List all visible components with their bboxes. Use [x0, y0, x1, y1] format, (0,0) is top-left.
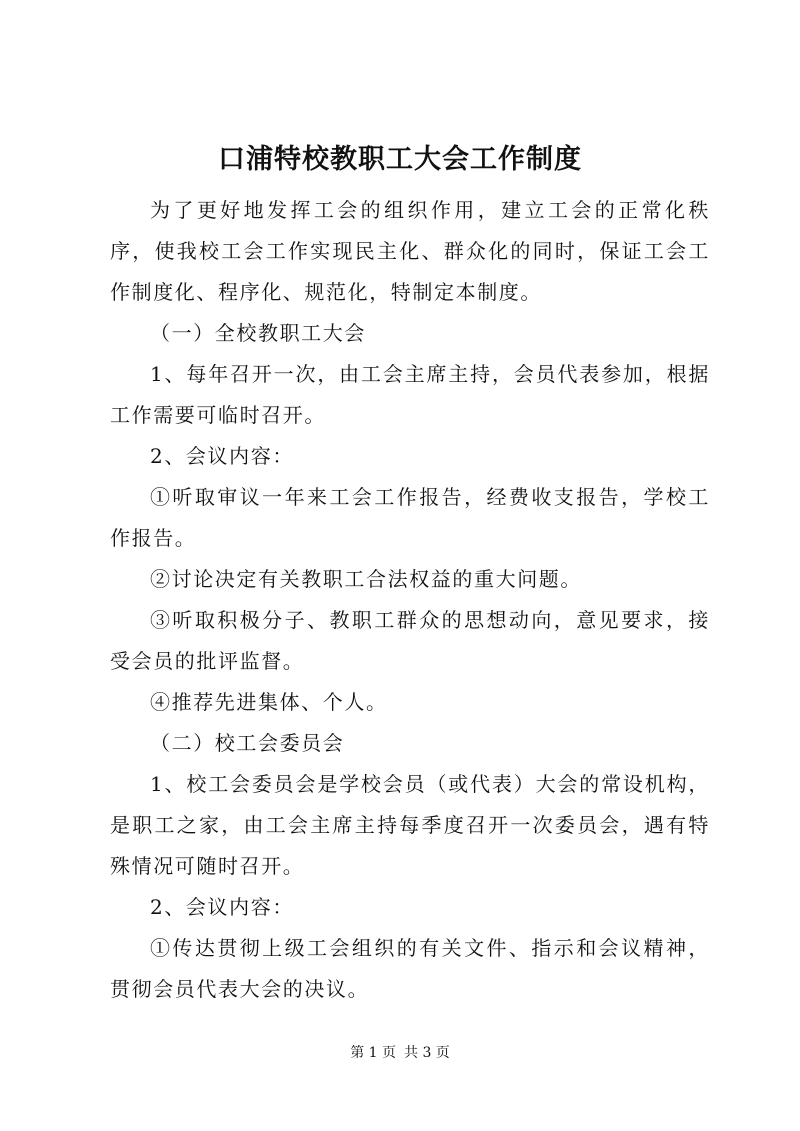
paragraph: 2、会议内容：	[150, 444, 294, 468]
document-title: 口浦特校教职工大会工作制度	[218, 144, 582, 175]
list-item: ①传达贯彻上级工会组织的有关文件、指示和会议精神，贯彻会员代表大会的决议。	[110, 936, 710, 1001]
document-body	[110, 190, 710, 1010]
list-item: ④推荐先进集体、个人。	[150, 690, 388, 714]
page-number: 第 1 页	[350, 1045, 396, 1061]
paragraph: 1、每年召开一次，由工会主席主持，会员代表参加，根据工作需要可临时召开。	[110, 362, 710, 427]
section-heading-2: （二）校工会委员会	[150, 731, 345, 755]
paragraph: 1、校工会委员会是学校会员（或代表）大会的常设机构，是职工之家，由工会主席主持每季度召开一次委员会，遇有特殊情况可随时召开。	[110, 772, 710, 878]
list-item: ①听取审议一年来工会工作报告，经费收支报告，学校工作报告。	[110, 485, 710, 550]
list-item: ③听取积极分子、教职工群众的思想动向，意见要求，接受会员的批评监督。	[110, 608, 710, 673]
list-item: ②讨论决定有关教职工合法权益的重大问题。	[150, 567, 582, 591]
page-total: 共 3 页	[404, 1045, 450, 1061]
section-heading-1: （一）全校教职工大会	[150, 321, 366, 345]
page-footer	[0, 1043, 800, 1063]
paragraph: 2、会议内容：	[150, 895, 294, 919]
intro-paragraph: 为了更好地发挥工会的组织作用，建立工会的正常化秩序，使我校工会工作实现民主化、群众化的同时，保证工会工作制度化、程序化、规范化，特制定本制度。	[110, 198, 710, 304]
